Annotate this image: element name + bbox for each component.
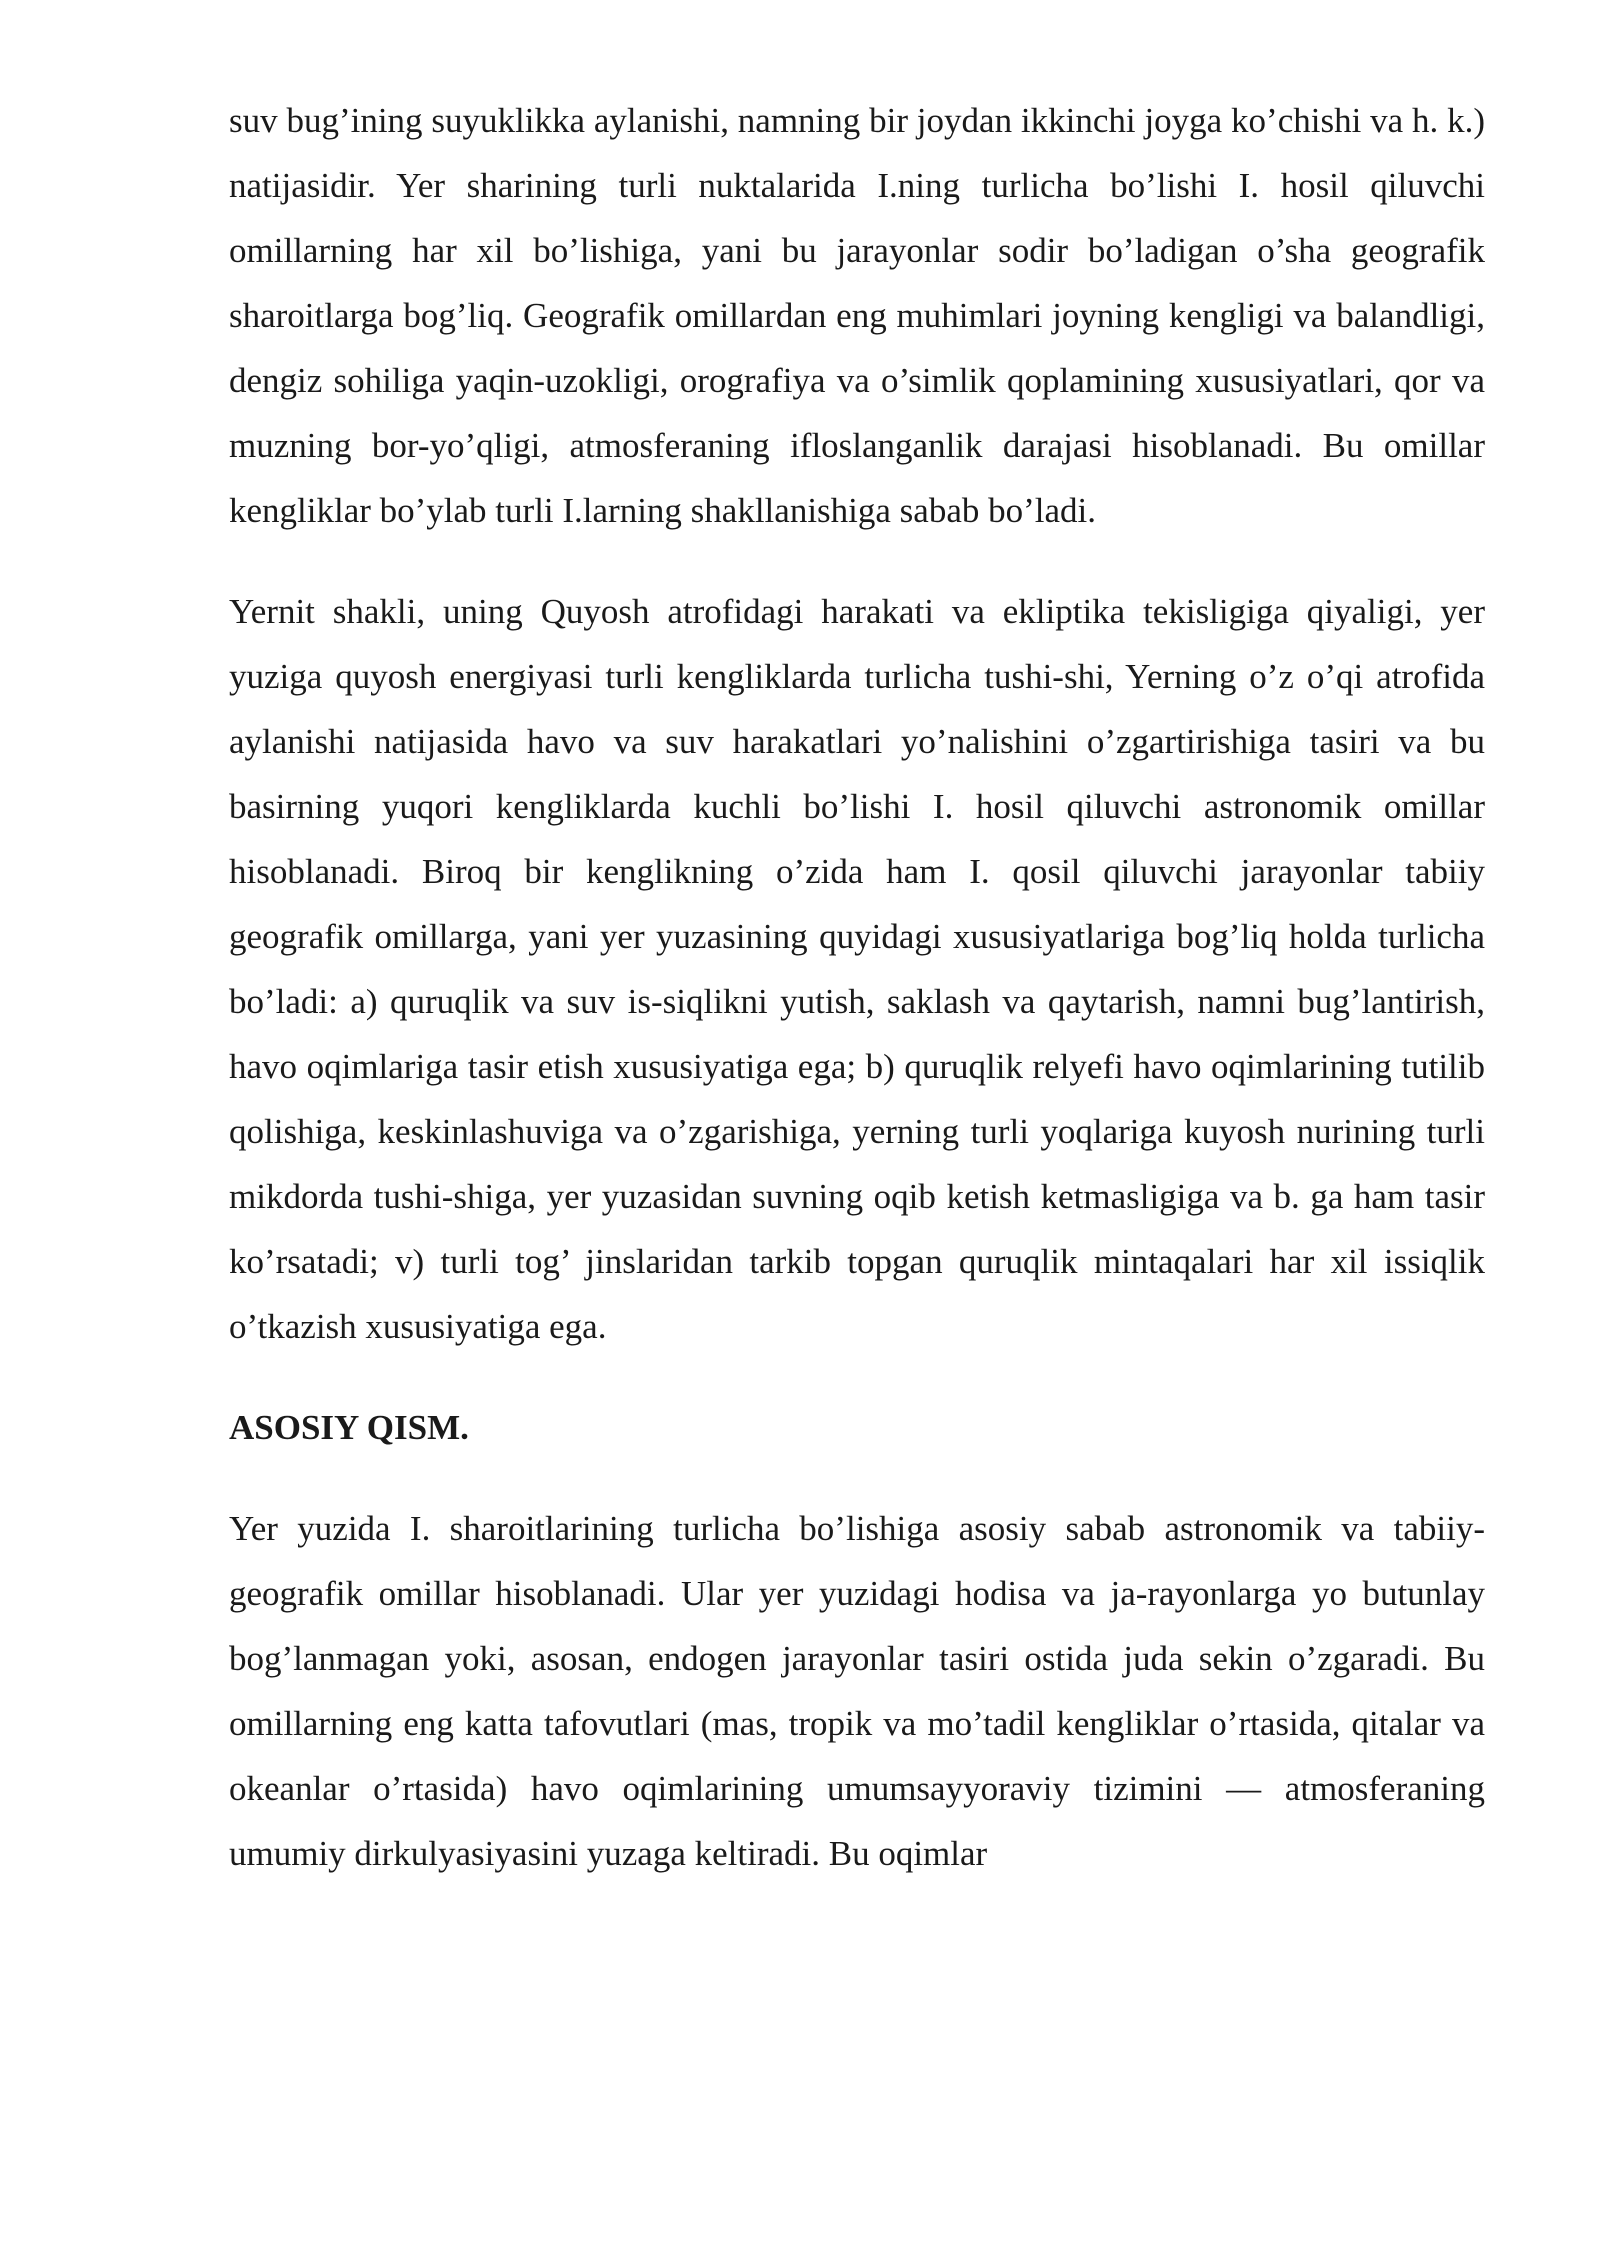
paragraph-3: Yer yuzida I. sharoitlarining turlicha bo’lishiga asosiy sabab astronomik va tabiiy-geografik omillar hisoblanadi. Ular yer yuzidagi hodisa va ja-rayonlarga yo butunlay bog’lanmagan yoki, asosan, endogen jarayonlar tasiri ostida juda sekin o’zgaradi. Bu omillarning eng katta tafovutlari (mas, tropik va mo’tadil kengliklar o’rtasida, qitalar va okeanlar o’rtasida) havo oqimlarining umumsayyoraviy tizimini — atmosferaning umumiy dirkulyasiyasini yuzaga keltiradi. Bu oqimlar xyxy=(229,1509,1485,1873)
section-heading: ASOSIY QISM. xyxy=(229,1408,469,1447)
paragraph-2: Yernit shakli, uning Quyosh atrofidagi harakati va ekliptika tekisligiga qiyaligi, yer yuziga quyosh energiyasi turli kengliklarda turlicha tushi-shi, Yerning o’z o’qi atrofida aylanishi natijasida havo va suv harakatlari yo’nalishini o’zgartirishiga tasiri va bu basirning yuqori kengliklarda kuchli bo’lishi I. hosil qiluvchi astronomik omillar hisoblanadi. Biroq bir kenglikning o’zida ham I. qosil qiluvchi jarayonlar tabiiy geografik omillarga, yani yer yuzasining quyidagi xususiyatlariga bog’liq holda turlicha bo’ladi: a) quruqlik va suv is-siqlikni yutish, saklash va qaytarish, namni bug’lantirish, havo oqimlariga tasir etish xususiyatiga ega; b) quruqlik relyefi havo oqimlarining tutilib qolishiga, keskinlashuviga va o’zgarishiga, yerning turli yoqlariga kuyosh nurining turli mikdorda tushi-shiga, yer yuzasidan suvning oqib ketish ketmasligiga va b. ga ham tasir ko’rsatadi; v) turli tog’ jinslaridan tarkib topgan quruqlik mintaqalari har xil issiqlik o’tkazish xususiyatiga ega. xyxy=(229,592,1485,1346)
paragraph-1: suv bug’ining suyuklikka aylanishi, namning bir joydan ikkinchi joyga ko’chishi va h. k.) natijasidir. Yer sharining turli nuktalarida I.ning turlicha bo’lishi I. hosil qiluvchi omillarning har xil bo’lishiga, yani bu jarayonlar sodir bo’ladigan o’sha geografik sharoitlarga bog’liq. Geografik omillardan eng muhimlari joyning kengligi va balandligi, dengiz sohiliga yaqin-uzokligi, orografiya va o’simlik qoplamining xususiyatlari, qor va muzning bor-yo’qligi, atmosferaning ifloslanganlik darajasi hisoblanadi. Bu omillar kengliklar bo’ylab turli I.larning shakllanishiga sabab bo’ladi. xyxy=(229,101,1485,530)
document-page xyxy=(229,88,1485,1886)
